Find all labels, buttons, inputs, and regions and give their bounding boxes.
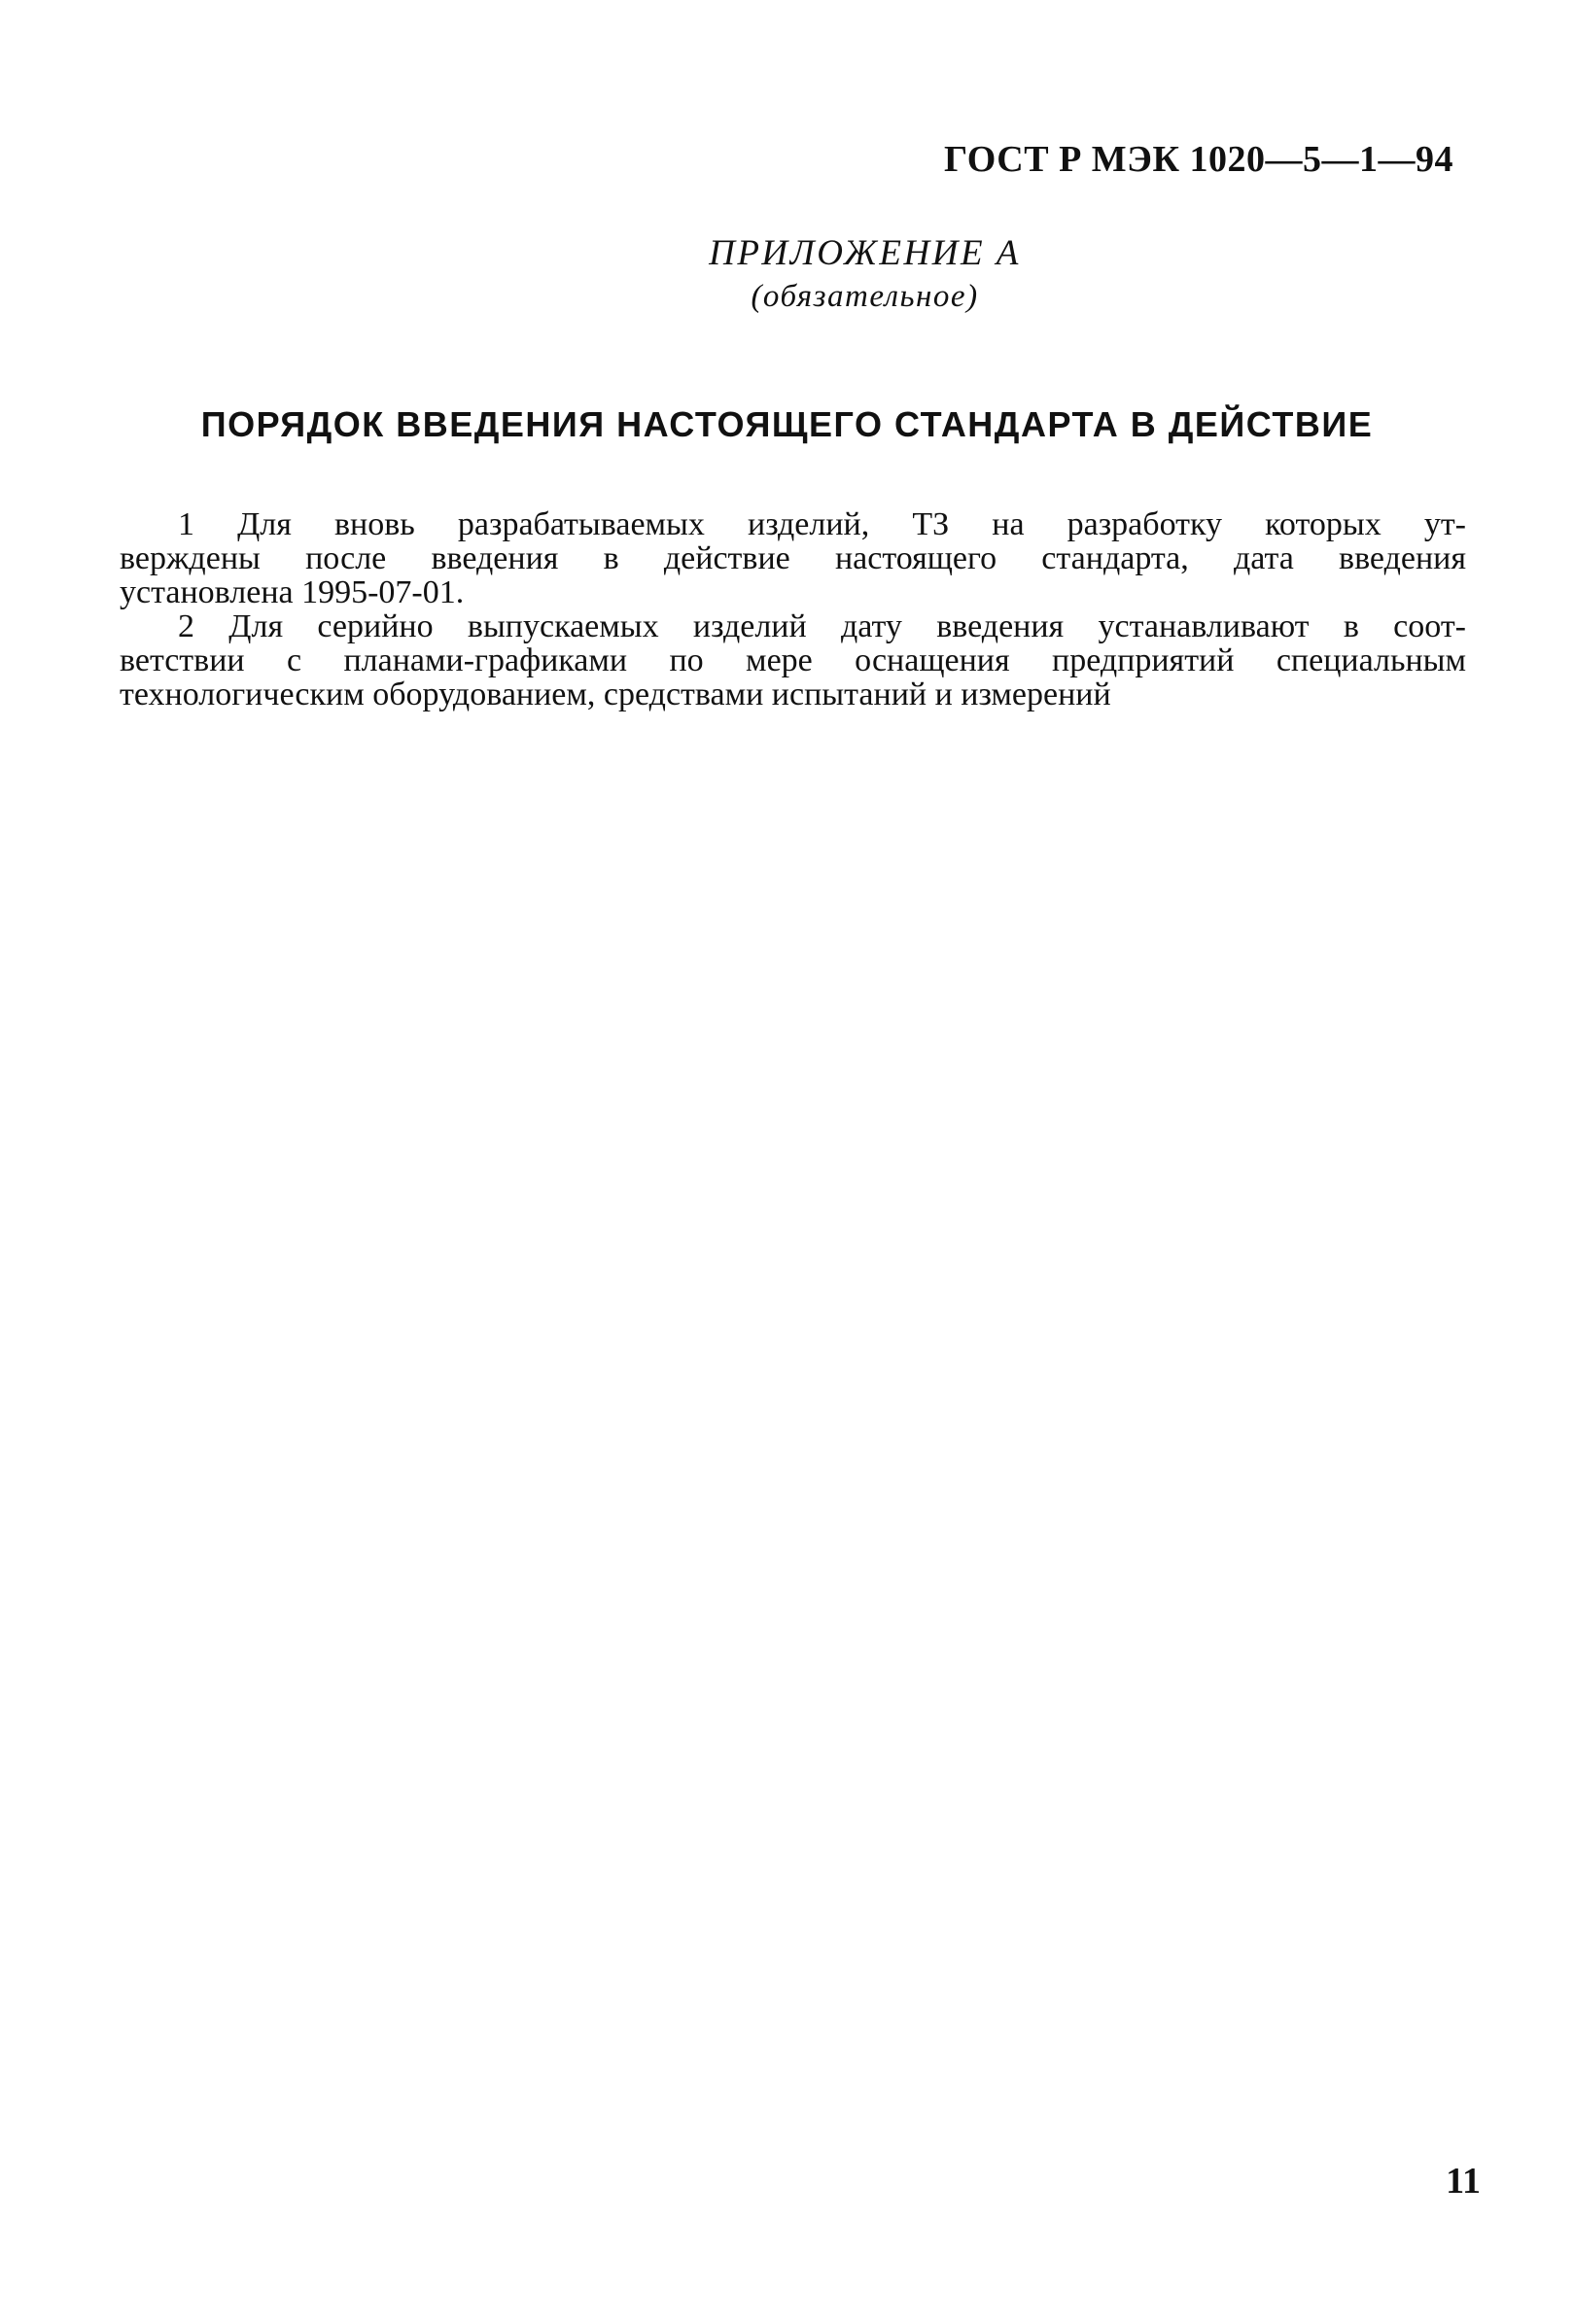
paragraph-1-line-3: установлена 1995-07-01.	[120, 574, 465, 610]
paragraph-1-line-2: верждены после введения в действие настоящего стандарта, дата введения	[120, 540, 1466, 576]
paragraph-1	[120, 506, 1466, 610]
appendix-subtitle: (обязательное)	[751, 279, 979, 314]
paragraph-2-line-1: 2 Для серийно выпускаемых изделий дату введения устанавливают в соот-	[178, 608, 1466, 644]
section-heading: ПОРЯДОК ВВЕДЕНИЯ НАСТОЯЩЕГО СТАНДАРТА В ДЕЙСТВИЕ	[200, 404, 1374, 444]
paragraph-2-line-3: технологическим оборудованием, средствами испытаний и измерений	[120, 676, 1111, 712]
paragraph-2	[120, 608, 1466, 712]
paragraph-2-line-2: ветствии с планами-графиками по мере оснащения предприятий специальным	[120, 642, 1466, 678]
document-code: ГОСТ Р МЭК 1020—5—1—94	[944, 139, 1453, 180]
paragraph-1-line-1: 1 Для вновь разрабатываемых изделий, ТЗ на разработку которых ут-	[178, 506, 1466, 542]
page-number: 11	[1446, 2161, 1481, 2202]
body-text	[120, 506, 1466, 712]
appendix-title: ПРИЛОЖЕНИЕ А	[709, 233, 1021, 273]
appendix-block	[0, 231, 1574, 317]
